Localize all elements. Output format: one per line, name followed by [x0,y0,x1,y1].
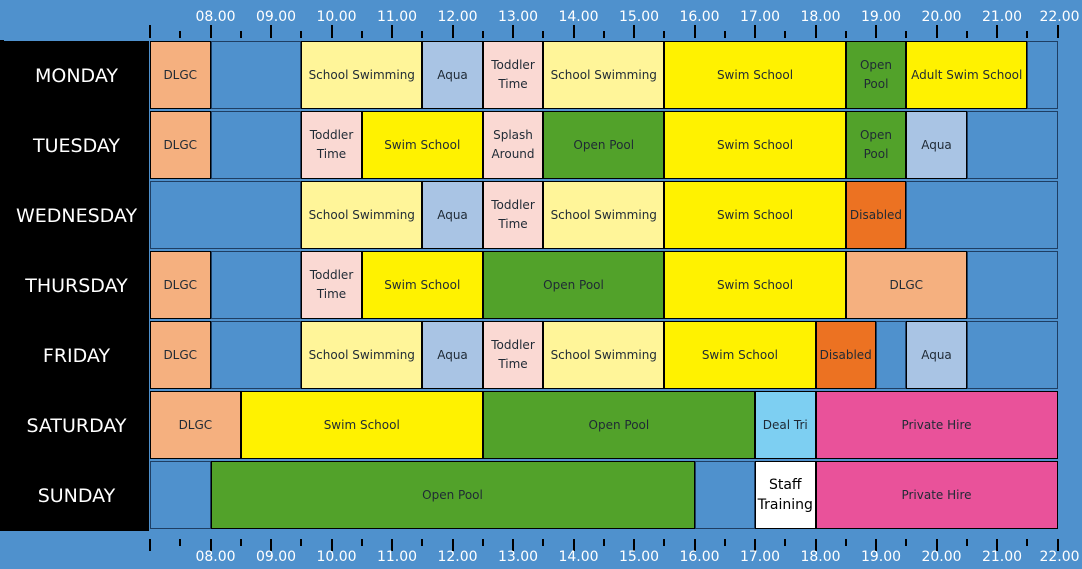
session-toddler-time [483,181,544,249]
hour-label-top: 21.00 [981,9,1023,25]
session-label: Disabled [849,207,903,222]
session-dlgc [150,111,211,179]
hour-tick [1057,25,1059,38]
hour-label-bottom: 18.00 [800,549,841,565]
session-label: School Swimming [308,207,415,222]
half-hour-tick [542,31,544,38]
session-label: School Swimming [308,347,415,362]
hour-label-top: 20.00 [921,9,962,25]
hour-label-top: 16.00 [679,9,720,25]
session-swim-school [664,251,846,319]
session-dlgc [150,251,211,319]
session-label: Aqua [921,347,952,362]
half-hour-tick [179,31,181,38]
hour-tick [996,25,998,38]
day-row-wednesday [4,181,1058,251]
session-track [150,251,1058,321]
half-hour-tick [724,31,726,38]
session-label: DLGC [178,417,213,432]
day-label: SUNDAY [4,461,149,531]
half-hour-tick [905,31,907,38]
session-label: Swim School [716,137,794,152]
empty-slot [967,321,1058,389]
hour-label-top: 22.00 [1039,9,1080,25]
empty-slot [150,461,211,529]
session-swim-school [664,41,846,109]
empty-slot [211,251,302,319]
session-label: Swim School [716,67,794,82]
hour-label-bottom: 12.00 [437,549,478,565]
hour-label-bottom: 21.00 [981,549,1023,565]
hour-label-top: 13.00 [497,9,539,25]
hour-tick [391,25,393,38]
session-label: Open Pool [859,128,893,161]
day-label: THURSDAY [4,251,149,321]
session-label: Splash Around [491,128,535,161]
half-hour-tick [542,539,544,546]
empty-slot [906,181,1057,249]
session-adult-swim-school [906,41,1027,109]
half-hour-tick [1026,539,1028,546]
half-hour-tick [603,31,605,38]
half-hour-tick [482,31,484,38]
half-hour-tick [179,539,181,546]
session-aqua [906,321,967,389]
empty-slot [1027,41,1057,109]
session-label: Open Pool [588,417,650,432]
session-open-pool [483,391,755,459]
session-label: DLGC [163,277,198,292]
session-label: Staff Training [757,477,813,513]
session-swim-school [362,111,483,179]
session-label: Swim School [384,137,461,152]
session-open-pool [483,251,665,319]
session-track [150,461,1058,531]
empty-slot [967,251,1058,319]
hour-tick [573,25,575,38]
session-track [150,321,1058,391]
hour-tick [149,539,151,551]
hour-tick [210,25,212,38]
half-hour-tick [300,31,302,38]
hour-label-top: 11.00 [376,9,418,25]
session-label: Aqua [437,67,468,82]
hour-label-top: 18.00 [800,9,841,25]
empty-slot [876,321,906,389]
session-label: Toddler Time [309,268,354,301]
half-hour-tick [482,539,484,546]
half-hour-tick [300,539,302,546]
half-hour-tick [240,539,242,546]
hour-label-bottom: 16.00 [679,549,720,565]
day-row-thursday [4,251,1058,321]
session-disabled [846,181,907,249]
hour-label-top: 15.00 [618,9,660,25]
hour-tick [149,25,151,38]
session-toddler-time [301,251,362,319]
session-track [150,111,1058,181]
day-label: SATURDAY [4,391,149,461]
empty-slot [967,111,1058,179]
half-hour-tick [784,539,786,546]
session-school-swimming [543,181,664,249]
half-hour-tick [724,539,726,546]
session-label: DLGC [163,137,198,152]
session-private-hire [816,461,1058,529]
half-hour-tick [421,31,423,38]
half-hour-tick [966,539,968,546]
session-label: DLGC [163,67,198,82]
session-aqua [906,111,967,179]
hour-label-top: 17.00 [739,9,781,25]
session-aqua [422,181,483,249]
hour-label-top: 19.00 [860,9,902,25]
session-school-swimming [543,41,664,109]
session-private-hire [816,391,1058,459]
session-open-pool [846,111,907,179]
session-label: Disabled [819,347,872,362]
half-hour-tick [1026,31,1028,38]
session-swim-school [664,181,846,249]
session-school-swimming [301,41,422,109]
session-label: Swim School [384,277,461,292]
empty-slot [211,321,302,389]
hour-tick [270,25,272,38]
half-hour-tick [361,31,363,38]
hour-label-top: 14.00 [558,9,599,25]
session-label: School Swimming [550,347,657,362]
session-label: Aqua [437,347,468,362]
day-row-friday [4,321,1058,391]
half-hour-tick [240,31,242,38]
half-hour-tick [361,539,363,546]
session-label: School Swimming [550,207,657,222]
day-row-sunday [4,461,1058,531]
hour-ruler-bottom [0,539,1082,569]
session-swim-school [664,111,846,179]
session-splash-around [483,111,544,179]
hour-ruler-top [0,0,1082,30]
hour-tick [452,25,454,38]
session-aqua [422,41,483,109]
half-hour-tick [845,31,847,38]
session-open-pool [211,461,695,529]
session-aqua [422,321,483,389]
hour-label-top: 08.00 [195,9,236,25]
session-label: Open Pool [573,137,635,152]
hour-label-bottom: 10.00 [316,549,357,565]
hour-label-top: 09.00 [255,9,297,25]
session-toddler-time [483,321,544,389]
hour-tick [694,25,696,38]
half-hour-tick [966,31,968,38]
session-label: Toddler Time [491,198,535,231]
session-dlgc [150,391,241,459]
session-label: Toddler Time [491,338,535,371]
session-label: Aqua [437,207,468,222]
session-dlgc [150,321,211,389]
session-label: Adult Swim School [911,67,1023,82]
session-label: Open Pool [543,277,604,292]
session-label: Deal Tri [762,417,808,432]
half-hour-tick [784,31,786,38]
empty-slot [211,41,302,109]
session-label: Private Hire [901,487,972,502]
session-label: Swim School [716,207,794,222]
session-dlgc [846,251,967,319]
hour-label-bottom: 09.00 [255,549,297,565]
hour-label-bottom: 17.00 [739,549,781,565]
session-label: School Swimming [550,67,657,82]
session-open-pool [846,41,907,109]
day-label: TUESDAY [4,111,149,181]
half-hour-tick [845,539,847,546]
empty-slot [150,181,301,249]
hour-tick [815,25,817,38]
day-label: FRIDAY [4,321,149,391]
hour-tick [512,25,514,38]
hour-tick [875,25,877,38]
session-label: Swim School [701,347,778,362]
hour-label-bottom: 08.00 [195,549,236,565]
session-track [150,41,1058,111]
hour-tick [633,25,635,38]
session-toddler-time [483,41,544,109]
hour-label-bottom: 14.00 [558,549,599,565]
day-row-saturday [4,391,1058,461]
session-school-swimming [543,321,664,389]
session-dlgc [150,41,211,109]
day-label: WEDNESDAY [4,181,149,251]
hour-label-bottom: 19.00 [860,549,902,565]
session-disabled [816,321,877,389]
empty-slot [695,461,756,529]
session-swim-school [664,321,815,389]
session-deal-tri [755,391,816,459]
day-row-monday [4,41,1058,111]
empty-slot [211,111,302,179]
session-label: Open Pool [859,58,893,91]
session-label: DLGC [163,347,198,362]
session-label: DLGC [889,277,924,292]
session-track [150,181,1058,251]
hour-label-bottom: 22.00 [1039,549,1080,565]
hour-label-bottom: 20.00 [921,549,962,565]
session-toddler-time [301,111,362,179]
day-row-tuesday [4,111,1058,181]
day-label: MONDAY [4,41,149,111]
half-hour-tick [663,539,665,546]
session-label: Swim School [716,277,794,292]
hour-tick [936,25,938,38]
session-label: Aqua [921,137,952,152]
session-school-swimming [301,181,422,249]
hour-label-top: 10.00 [316,9,357,25]
hour-label-top: 12.00 [437,9,478,25]
half-hour-tick [905,539,907,546]
session-label: Toddler Time [309,128,354,161]
session-swim-school [362,251,483,319]
hour-label-bottom: 15.00 [618,549,660,565]
hour-label-bottom: 13.00 [497,549,539,565]
session-label: School Swimming [308,67,415,82]
session-label: Open Pool [422,487,483,502]
hour-tick [331,25,333,38]
session-open-pool [543,111,664,179]
half-hour-tick [421,539,423,546]
session-label: Swim School [323,417,400,432]
session-track [150,391,1058,461]
hour-label-bottom: 11.00 [376,549,418,565]
half-hour-tick [663,31,665,38]
session-label: Toddler Time [491,58,535,91]
session-label: Private Hire [901,417,972,432]
hour-tick [754,25,756,38]
session-swim-school [241,391,483,459]
half-hour-tick [603,539,605,546]
session-staff-training [755,461,816,529]
session-school-swimming [301,321,422,389]
